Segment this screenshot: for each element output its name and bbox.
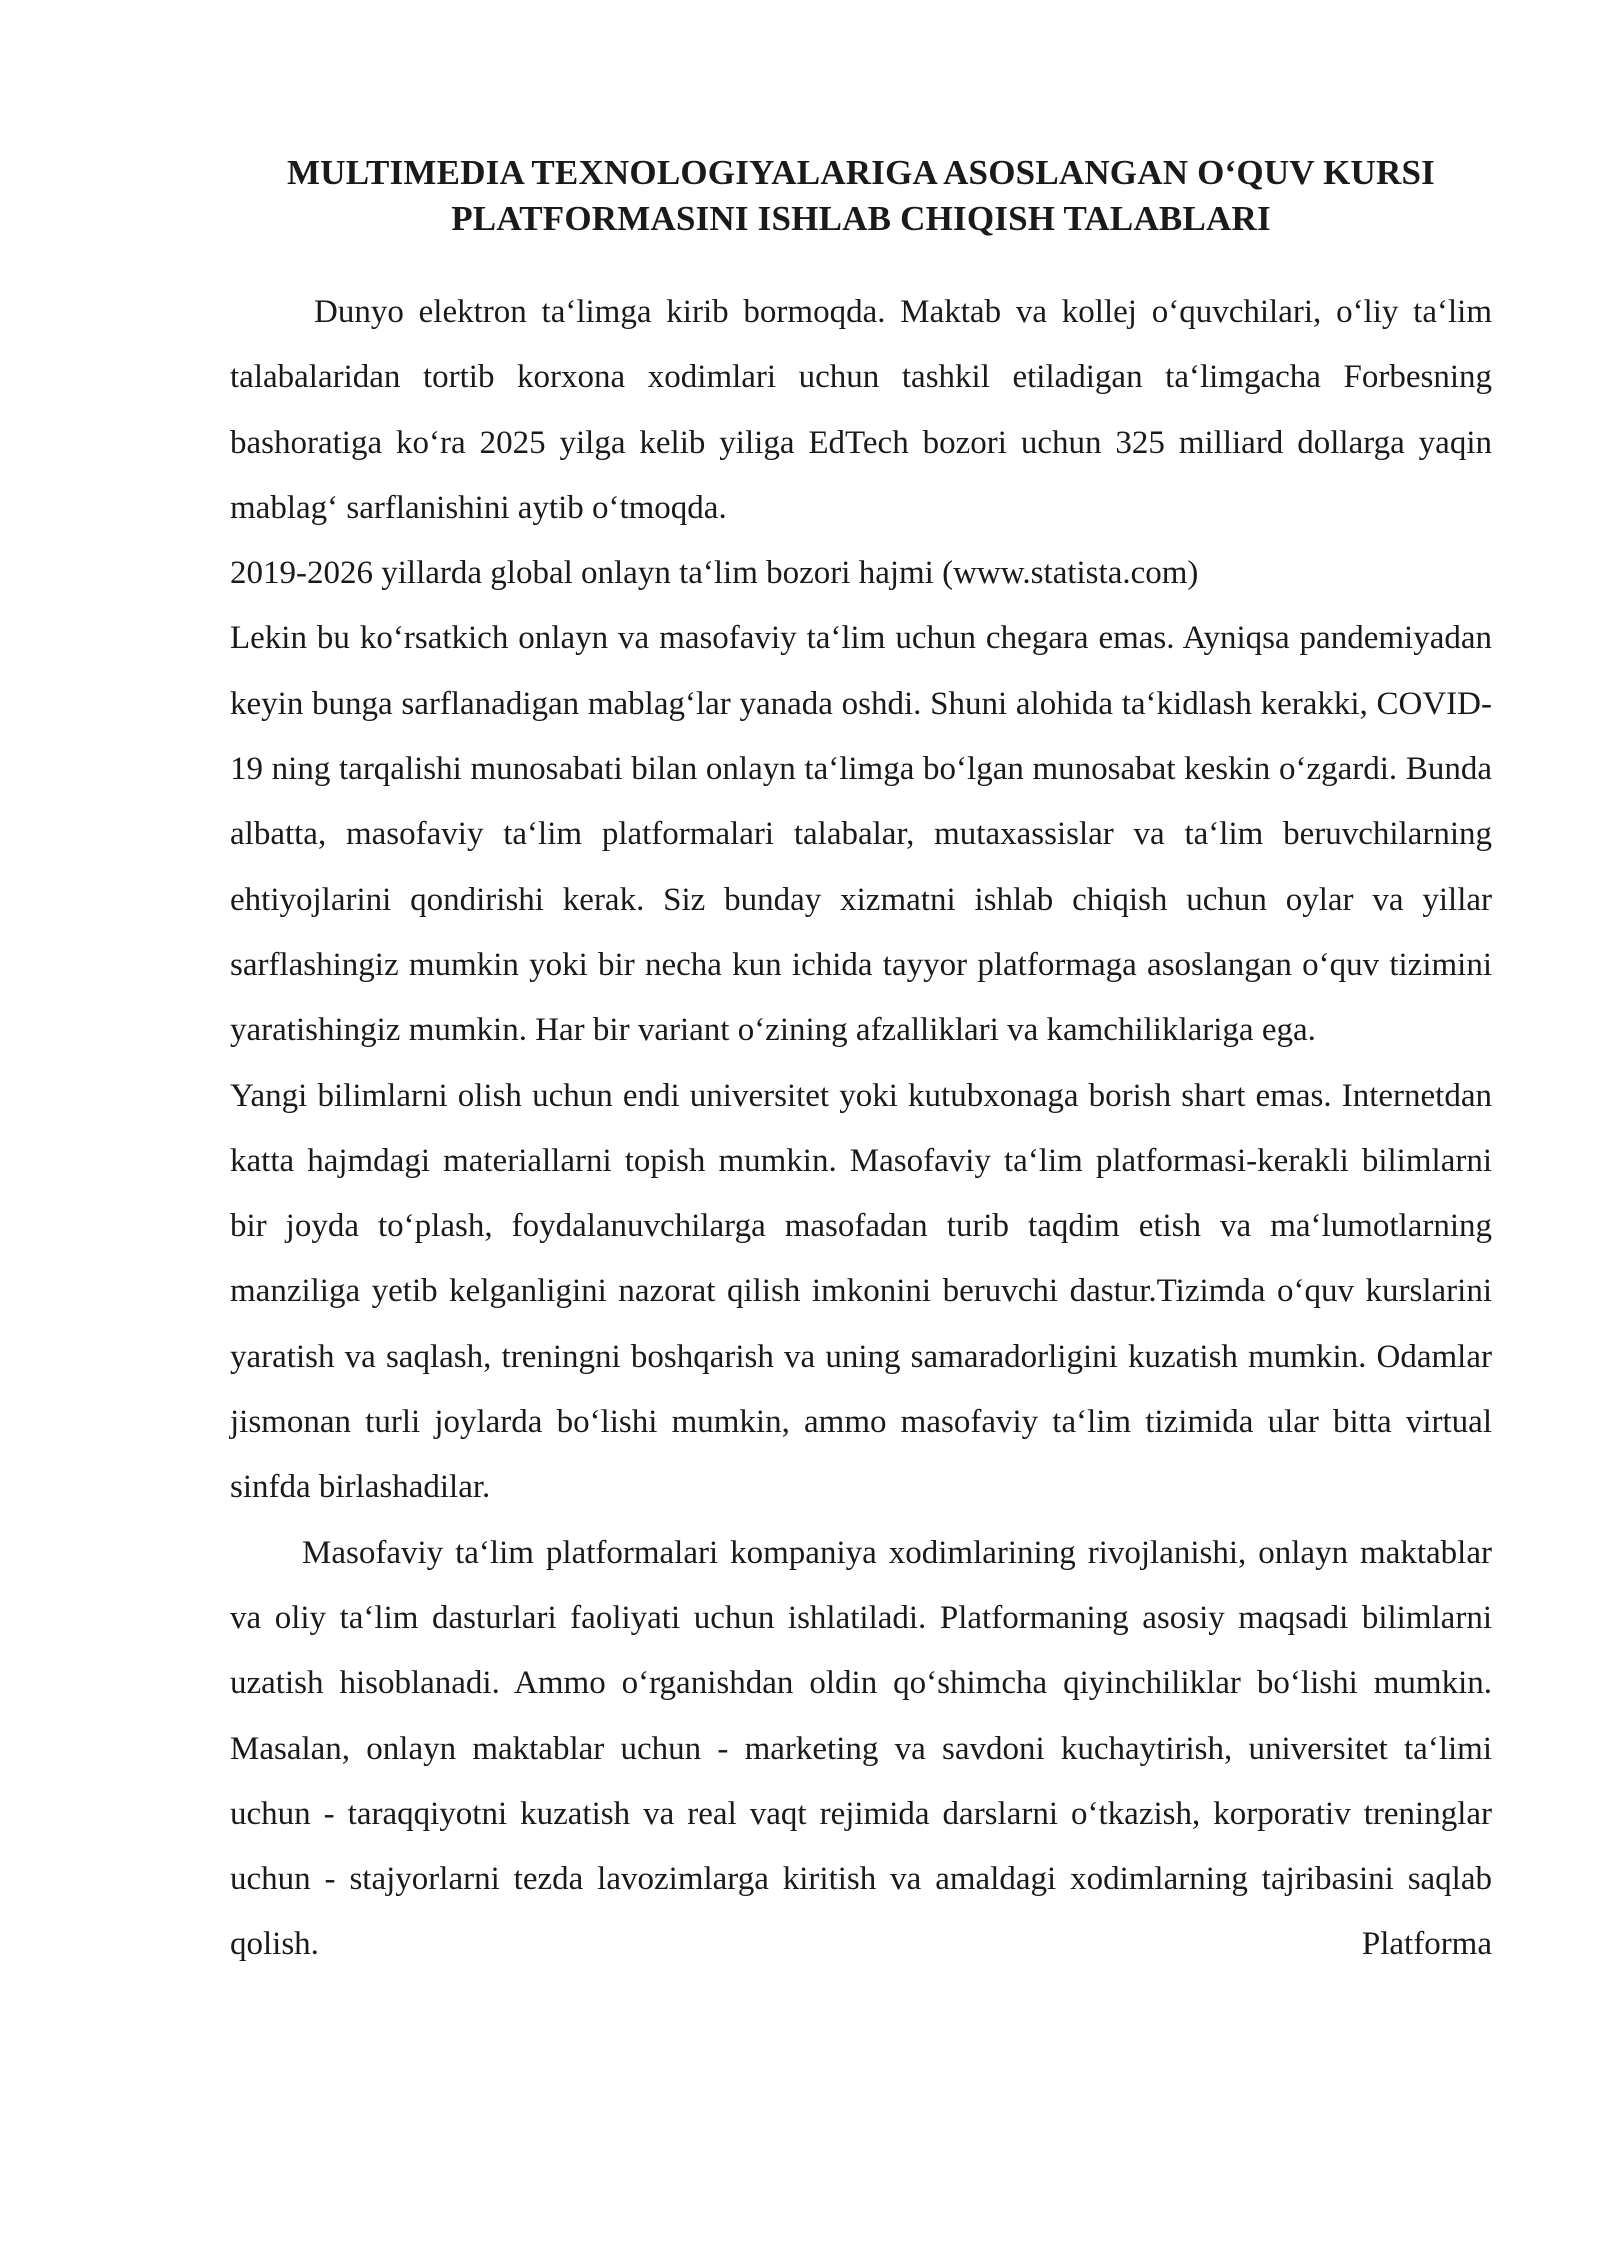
document-page [230,150,1492,1978]
figure-caption: 2019-2026 yillarda global onlayn ta‘lim bozori hajmi (www.statista.com) [230,555,1199,592]
document-title-line-2: PLATFORMASINI ISHLAB CHIQISH TALABLARI [451,199,1271,238]
paragraph-platform-definition: Yangi bilimlarni olish uchun endi universitet yoki kutubxonaga borish shart emas. Internetdan katta hajmdagi materiallarni topish mumkin. Masofaviy ta‘lim platformasi-kerakli bilimlarni bir joyda to‘plash, foydalanuvchilarga masofadan turib taqdim etish va ma‘lumotlarning manziliga yetib kelganligini nazorat qilish imkonini beruvchi dastur.Tizimda o‘quv kurslarini yaratish va saqlash, treningni boshqarish va uning samaradorligini kuzatish mumkin. Odamlar jismonan turli joylarda bo‘lishi mumkin, ammo masofaviy ta‘lim tizimida ular bitta virtual sinfda birlashadilar. [230,1077,1492,1506]
document-title-line-1: MULTIMEDIA TEXNOLOGIYALARIGA ASOSLANGAN O‘QUV KURSI [287,153,1435,192]
paragraph-platform-usage: Masofaviy ta‘lim platformalari kompaniya xodimlarining rivojlanishi, onlayn maktablar va oliy ta‘lim dasturlari faoliyati uchun ishlatiladi. Platformaning asosiy maqsadi bilimlarni uzatish hisoblanadi. Ammo o‘rganishdan oldin qo‘shimcha qiyinchiliklar bo‘lishi mumkin. Masalan, onlayn maktablar uchun - marketing va savdoni kuchaytirish, universitet ta‘limi uchun - taraqqiyotni kuzatish va real vaqt rejimida darslarni o‘tkazish, korporativ treninglar uchun - stajyorlarni tezda lavozimlarga kiritish va amaldagi xodimlarning tajribasini saqlab qolish. Platforma [230,1534,1492,1963]
document-title [230,150,1492,242]
paragraph-pandemic: Lekin bu ko‘rsatkich onlayn va masofaviy ta‘lim uchun chegara emas. Ayniqsa pandemiyadan keyin bunga sarflanadigan mablag‘lar yanada oshdi. Shuni alohida ta‘kidlash kerakki, COVID-19 ning tarqalishi munosabati bilan onlayn ta‘limga bo‘lgan munosabat keskin o‘zgardi. Bunda albatta, masofaviy ta‘lim platformalari talabalar, mutaxassislar va ta‘lim beruvchilarning ehtiyojlarini qondirishi kerak. Siz bunday xizmatni ishlab chiqish uchun oylar va yillar sarflashingiz mumkin yoki bir necha kun ichida tayyor platformaga asoslangan o‘quv tizimini yaratishingiz mumkin. Har bir variant o‘zining afzalliklari va kamchiliklariga ega. [230,620,1492,1049]
paragraph-intro: Dunyo elektron ta‘limga kirib bormoqda. Maktab va kollej o‘quvchilari, o‘liy ta‘lim talabalaridan tortib korxona xodimlari uchun tashkil etiladigan ta‘limgacha Forbesning bashoratiga ko‘ra 2025 yilga kelib yiliga EdTech bozori uchun 325 milliard dollarga yaqin mablag‘ sarflanishini aytib o‘tmoqda. [230,294,1492,526]
